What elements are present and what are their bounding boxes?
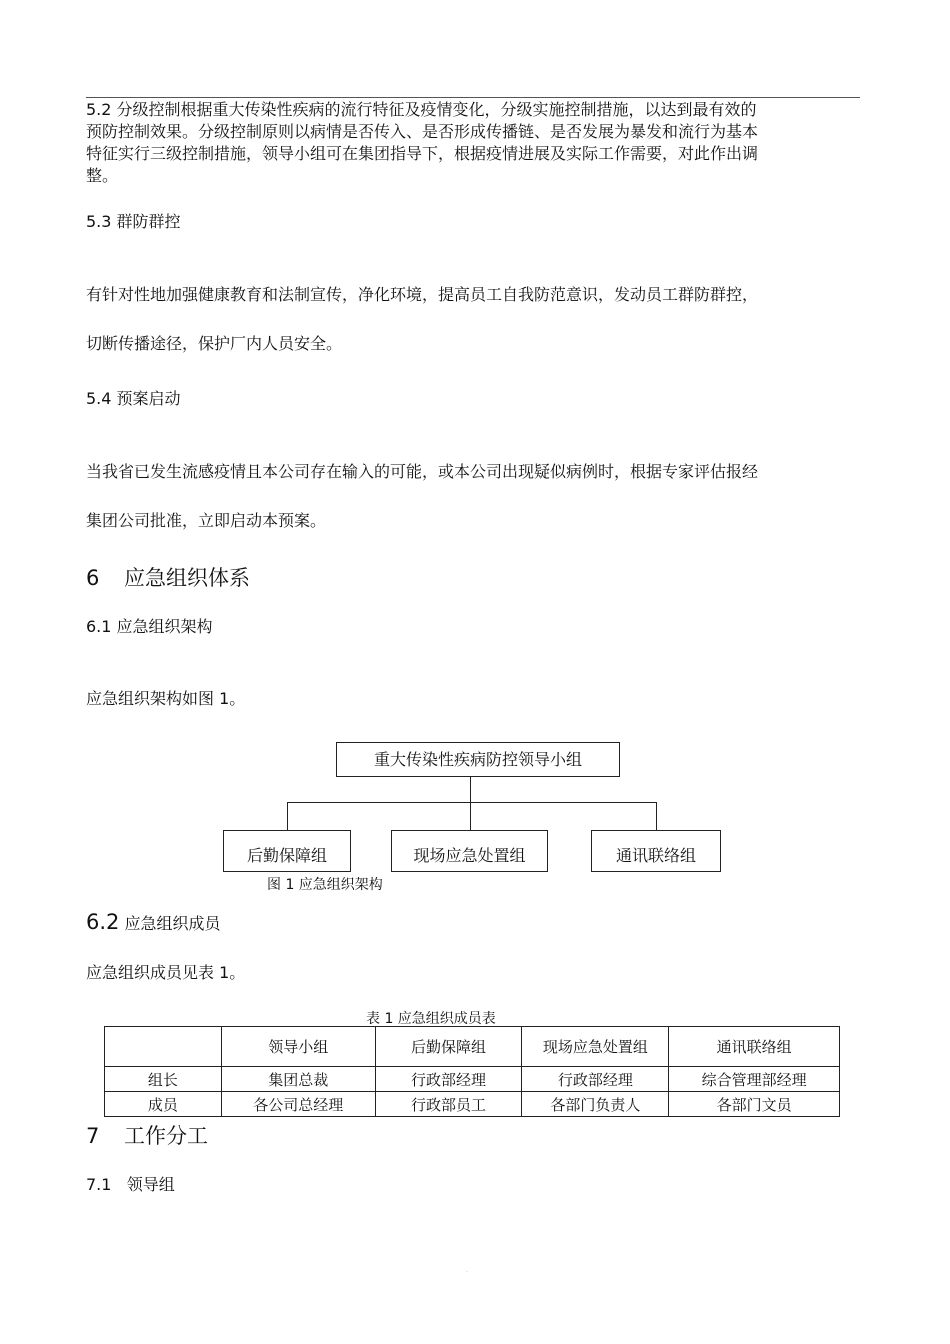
header-rule — [86, 97, 860, 98]
sec-5-2-line-3: 特征实行三级控制措施，领导小组可在集团指导下，根据疫情进展及实际工作需要，对此作出调 — [86, 144, 759, 163]
table-row — [105, 1092, 840, 1117]
table-cell: 成员 — [105, 1092, 222, 1117]
table-row — [105, 1067, 840, 1092]
sec-6-number: 6 — [86, 566, 100, 590]
org-connector-middle — [470, 802, 471, 830]
sec-7-1-heading: 7.1 领导组 — [86, 1175, 175, 1194]
table-cell: 行政部经理 — [522, 1067, 669, 1092]
table-header-cell — [105, 1027, 222, 1067]
table-cell: 行政部经理 — [375, 1067, 522, 1092]
sec-6-title: 应急组织体系 — [124, 566, 250, 590]
table-cell: 行政部员工 — [375, 1092, 522, 1117]
table-header-cell: 领导小组 — [221, 1027, 375, 1067]
sec-6-1-heading: 6.1 应急组织架构 — [86, 617, 213, 636]
org-connector-bar — [287, 802, 657, 803]
org-connector-right — [656, 802, 657, 830]
sec-5-2-line-2: 预防控制效果。分级控制原则以病情是否传入、是否形成传播链、是否发展为暴发和流行为基本 — [86, 122, 759, 141]
org-node-leadership: 重大传染性疾病防控领导小组 — [336, 742, 620, 777]
sec-6-2-text: 应急组织成员见表 1。 — [86, 963, 246, 982]
sec-6-heading — [86, 562, 250, 592]
sec-6-1-text: 应急组织架构如图 1。 — [86, 689, 246, 708]
table-header-cell: 现场应急处置组 — [522, 1027, 669, 1067]
table-cell: 各部门负责人 — [522, 1092, 669, 1117]
sec-7-heading — [86, 1120, 208, 1150]
table-caption: 表 1 应急组织成员表 — [366, 1011, 496, 1027]
sec-6-2-number: 6.2 — [86, 910, 120, 934]
footer-watermark-mark: · — [466, 1268, 469, 1276]
table-cell: 各部门文员 — [669, 1092, 840, 1117]
table-header-cell: 后勤保障组 — [375, 1027, 522, 1067]
table-cell: 各公司总经理 — [221, 1092, 375, 1117]
org-node-logistics: 后勤保障组 — [223, 830, 351, 872]
org-connector-trunk — [470, 777, 471, 802]
sec-6-2-title: 应急组织成员 — [124, 914, 221, 933]
sec-5-4-line-1: 当我省已发生流感疫情且本公司存在输入的可能，或本公司出现疑似病例时，根据专家评估报经 — [86, 462, 759, 481]
sec-5-4-heading: 5.4 预案启动 — [86, 389, 181, 408]
sec-5-4-line-2: 集团公司批准，立即启动本预案。 — [86, 511, 327, 530]
sec-7-number: 7 — [86, 1124, 100, 1148]
sec-5-3-heading: 5.3 群防群控 — [86, 212, 181, 231]
table-cell: 组长 — [105, 1067, 222, 1092]
sec-7-title: 工作分工 — [124, 1124, 208, 1148]
table-cell: 综合管理部经理 — [669, 1067, 840, 1092]
table-header-row — [105, 1027, 840, 1067]
org-node-onsite: 现场应急处置组 — [391, 830, 548, 872]
sec-5-3-line-1: 有针对性地加强健康教育和法制宣传，净化环境，提高员工自我防范意识，发动员工群防群控， — [86, 285, 759, 304]
sec-5-3-line-2: 切断传播途径，保护厂内人员安全。 — [86, 334, 343, 353]
table-header-cell: 通讯联络组 — [669, 1027, 840, 1067]
sec-6-2-heading — [86, 910, 221, 934]
org-chart-caption: 图 1 应急组织架构 — [267, 877, 383, 893]
org-node-communication: 通讯联络组 — [591, 830, 721, 872]
sec-5-2-line-4: 整。 — [86, 166, 119, 185]
members-table — [104, 1026, 840, 1117]
sec-5-2-line-1: 5.2 分级控制根据重大传染性疾病的流行特征及疫情变化，分级实施控制措施，以达到最有效的 — [86, 100, 757, 119]
org-connector-left — [287, 802, 288, 830]
table-cell: 集团总裁 — [221, 1067, 375, 1092]
